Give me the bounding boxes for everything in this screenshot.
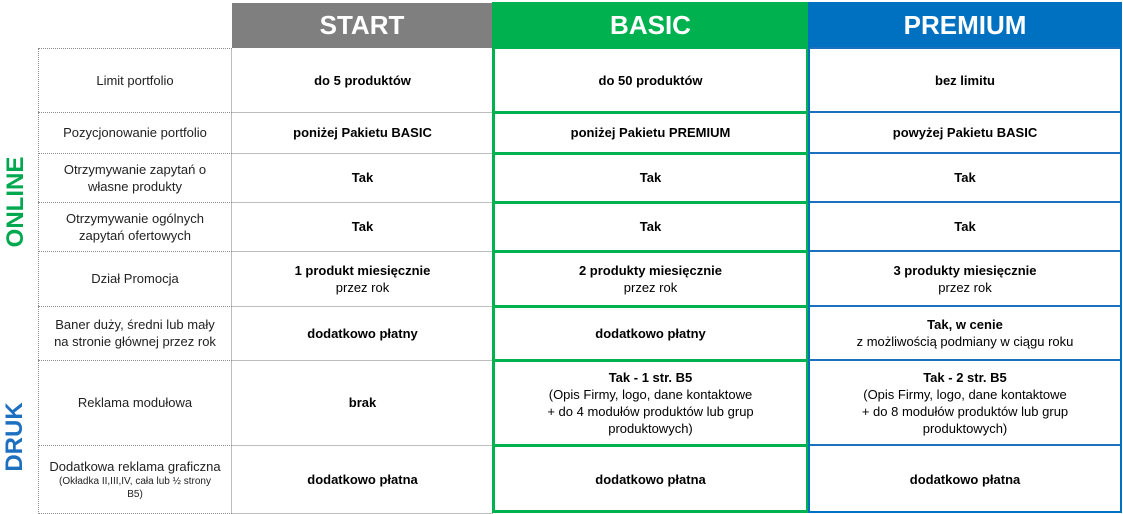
cell-premium: bez limitu (935, 72, 995, 88)
cell-basic: do 50 produktów (598, 72, 703, 88)
cell-start: Tak (351, 219, 374, 234)
cell-premium: 3 produkty miesięcznie przez rok (893, 262, 1037, 295)
cell-start: 1 produkt miesięcznie przez rok (294, 262, 431, 295)
row-label: Reklama modułowa (77, 395, 193, 410)
row-label: Otrzymywanie ogólnych zapytań ofertowych (66, 210, 204, 243)
cell-start: poniżej Pakietu BASIC (293, 125, 432, 140)
section-label-online: ONLINE (2, 156, 29, 248)
cell-premium: Tak (954, 219, 976, 234)
cell-start: Tak (351, 170, 374, 185)
cell-start: brak (348, 395, 377, 410)
cell-premium: Tak, w cenie z możliwością podmiany w ciągu roku (856, 317, 1074, 349)
cell-basic: Tak (639, 170, 662, 185)
row-label: Limit portfolio (96, 72, 174, 88)
section-label-druk: DRUK (1, 402, 28, 472)
row-label: Pozycjonowanie portfolio (63, 125, 207, 140)
row-label: Dział Promocja (91, 271, 179, 286)
header-basic: BASIC (493, 3, 808, 48)
header-premium: PREMIUM (809, 3, 1121, 48)
cell-basic: dodatkowo płatna (595, 471, 706, 487)
cell-basic: 2 produkty miesięcznie przez rok (578, 262, 723, 295)
header-start: START (232, 3, 492, 48)
cell-premium: dodatkowo płatna (909, 471, 1021, 487)
cell-start: dodatkowo płatny (307, 325, 418, 341)
cell-start: do 5 produktów (314, 72, 411, 88)
row-label: Baner duży, średni lub mały na stronie głównej przez rok (54, 317, 216, 349)
cell-basic: Tak - 1 str. B5 (Opis Firmy, logo, dane kontaktowe + do 4 modułów produktów lub grup produktowych) (547, 369, 754, 436)
cell-premium: powyżej Pakietu BASIC (892, 125, 1038, 140)
cell-basic: poniżej Pakietu PREMIUM (570, 125, 731, 140)
cell-basic: dodatkowo płatny (595, 325, 706, 341)
cell-basic: Tak (639, 219, 662, 234)
row-label: Otrzymywanie zapytań o własne produkty (63, 161, 207, 194)
cell-premium: Tak - 2 str. B5 (Opis Firmy, logo, dane kontaktowe + do 8 modułów produktów lub grup produktowych) (861, 369, 1069, 436)
row-label: Dodatkowa reklama graficzna (Okładka II,III,IV, cała lub ½ strony B5) (49, 458, 221, 500)
cell-premium: Tak (954, 170, 976, 185)
cell-start: dodatkowo płatna (307, 471, 418, 487)
